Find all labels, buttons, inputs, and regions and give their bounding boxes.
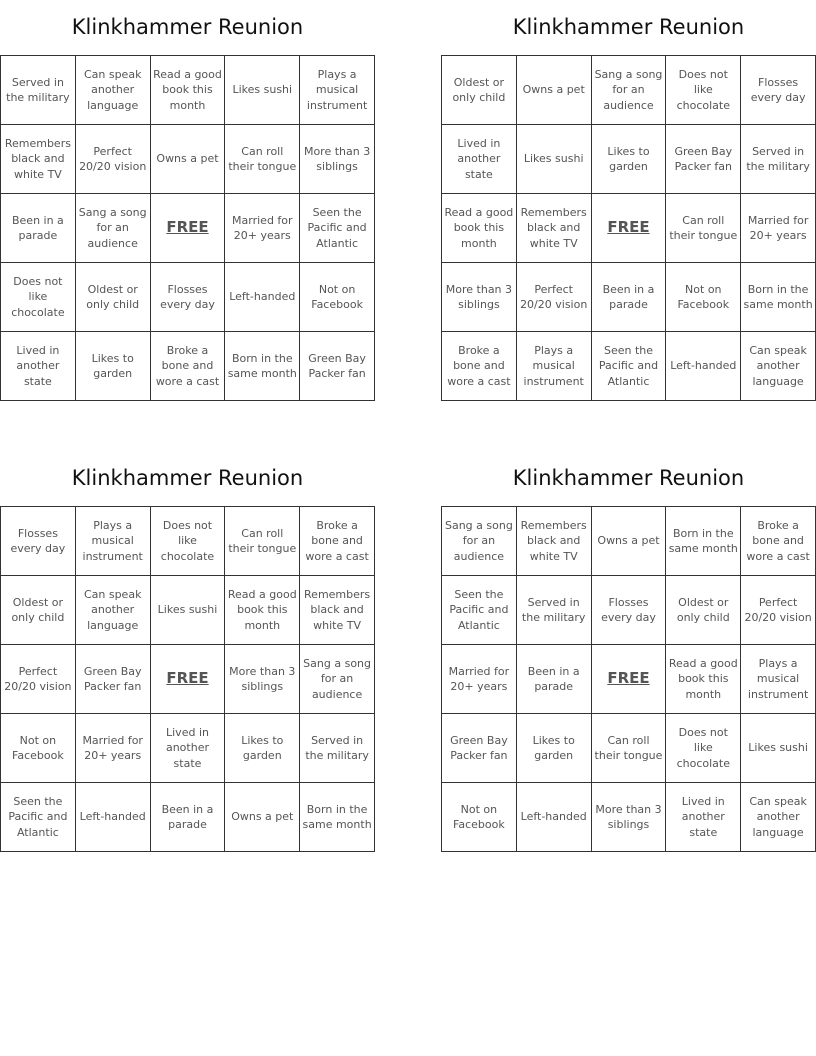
bingo-cell: Can speak another language [75, 56, 150, 125]
bingo-grid [0, 55, 375, 401]
bingo-cell: Sang a song for an audience [75, 194, 150, 263]
bingo-cell: Served in the military [741, 125, 816, 194]
bingo-cell: Been in a parade [1, 194, 76, 263]
grid-row [442, 576, 816, 645]
bingo-cell: Can speak another language [75, 576, 150, 645]
bingo-cell: Likes to garden [225, 714, 300, 783]
bingo-grid [441, 506, 816, 852]
bingo-cell: Married for 20+ years [442, 645, 517, 714]
bingo-cell: Not on Facebook [442, 783, 517, 852]
grid-row [1, 332, 375, 401]
bingo-card-3 [0, 451, 375, 852]
bingo-cell: Can roll their tongue [225, 125, 300, 194]
bingo-cell: Can speak another language [741, 332, 816, 401]
bingo-cell: Can roll their tongue [225, 507, 300, 576]
bingo-cell: Seen the Pacific and Atlantic [591, 332, 666, 401]
bingo-cell: Oldest or only child [75, 263, 150, 332]
free-space: FREE [591, 194, 666, 263]
bingo-cell: Owns a pet [516, 56, 591, 125]
bingo-cell: Seen the Pacific and Atlantic [442, 576, 517, 645]
bingo-cell: Not on Facebook [666, 263, 741, 332]
grid-row [1, 645, 375, 714]
bingo-cell: Broke a bone and wore a cast [741, 507, 816, 576]
bingo-cell: Remembers black and white TV [300, 576, 375, 645]
grid-row [1, 263, 375, 332]
grid-row [442, 56, 816, 125]
bingo-cell: Left-handed [666, 332, 741, 401]
bingo-cell: Not on Facebook [300, 263, 375, 332]
free-space: FREE [591, 645, 666, 714]
bingo-grid [441, 55, 816, 401]
bingo-cell: Likes to garden [516, 714, 591, 783]
bingo-cell: Lived in another state [666, 783, 741, 852]
bingo-cell: Oldest or only child [666, 576, 741, 645]
bingo-cell: Can speak another language [741, 783, 816, 852]
grid-row [1, 56, 375, 125]
bingo-cell: Likes to garden [75, 332, 150, 401]
bingo-cell: Likes sushi [225, 56, 300, 125]
bingo-card-4 [441, 451, 816, 852]
grid-row [442, 263, 816, 332]
bingo-cell: Been in a parade [591, 263, 666, 332]
bingo-cell: Can roll their tongue [591, 714, 666, 783]
bingo-cell: Plays a musical instrument [516, 332, 591, 401]
bingo-cell: Remembers black and white TV [516, 507, 591, 576]
bingo-cell: Remembers black and white TV [516, 194, 591, 263]
bingo-cell: Left-handed [75, 783, 150, 852]
bingo-cell: Perfect 20/20 vision [516, 263, 591, 332]
grid-row [1, 783, 375, 852]
bingo-cell: Been in a parade [516, 645, 591, 714]
bingo-cell: Broke a bone and wore a cast [300, 507, 375, 576]
bingo-cell: Perfect 20/20 vision [75, 125, 150, 194]
bingo-cell: Does not like chocolate [1, 263, 76, 332]
bingo-cell: Likes to garden [591, 125, 666, 194]
bingo-cell: Flosses every day [591, 576, 666, 645]
bingo-cell: More than 3 siblings [225, 645, 300, 714]
bingo-card-1 [0, 0, 375, 401]
bingo-cell: Read a good book this month [442, 194, 517, 263]
bingo-cell: Likes sushi [741, 714, 816, 783]
bingo-cell: Born in the same month [741, 263, 816, 332]
bingo-cell: Remembers black and white TV [1, 125, 76, 194]
bingo-cell: Plays a musical instrument [75, 507, 150, 576]
bingo-cell: Flosses every day [1, 507, 76, 576]
card-title: Klinkhammer Reunion [71, 15, 304, 39]
bingo-cell: Read a good book this month [150, 56, 225, 125]
bingo-cell: Green Bay Packer fan [666, 125, 741, 194]
grid-row [1, 507, 375, 576]
bingo-cell: Perfect 20/20 vision [741, 576, 816, 645]
bingo-cell: Flosses every day [150, 263, 225, 332]
bingo-cell: Plays a musical instrument [300, 56, 375, 125]
bingo-cell: Married for 20+ years [225, 194, 300, 263]
bingo-cell: Born in the same month [300, 783, 375, 852]
bingo-cell: Green Bay Packer fan [300, 332, 375, 401]
card-title: Klinkhammer Reunion [512, 15, 745, 39]
bingo-cell: Served in the military [300, 714, 375, 783]
bingo-cell: Sang a song for an audience [591, 56, 666, 125]
bingo-cell: Does not like chocolate [666, 714, 741, 783]
bingo-cell: Read a good book this month [666, 645, 741, 714]
bingo-cell: Been in a parade [150, 783, 225, 852]
bingo-cell: Broke a bone and wore a cast [150, 332, 225, 401]
bingo-cell: More than 3 siblings [591, 783, 666, 852]
grid-row [442, 332, 816, 401]
bingo-cell: Flosses every day [741, 56, 816, 125]
bingo-cell: Born in the same month [225, 332, 300, 401]
bingo-cell: Seen the Pacific and Atlantic [300, 194, 375, 263]
bingo-cell: Oldest or only child [442, 56, 517, 125]
bingo-cell: Lived in another state [442, 125, 517, 194]
bingo-cell: Perfect 20/20 vision [1, 645, 76, 714]
bingo-cell: Plays a musical instrument [741, 645, 816, 714]
bingo-cell: Served in the military [516, 576, 591, 645]
grid-row [442, 714, 816, 783]
grid-row [442, 125, 816, 194]
bingo-cell: Owns a pet [591, 507, 666, 576]
bingo-card-2 [441, 0, 816, 401]
bingo-cell: Left-handed [225, 263, 300, 332]
bingo-cell: Likes sushi [516, 125, 591, 194]
grid-row [442, 507, 816, 576]
bingo-cell: Can roll their tongue [666, 194, 741, 263]
bingo-cell: Does not like chocolate [150, 507, 225, 576]
grid-row [1, 194, 375, 263]
bingo-cell: More than 3 siblings [300, 125, 375, 194]
bingo-cell: Broke a bone and wore a cast [442, 332, 517, 401]
bingo-cell: Does not like chocolate [666, 56, 741, 125]
bingo-cell: Not on Facebook [1, 714, 76, 783]
bingo-cell: Married for 20+ years [741, 194, 816, 263]
grid-row [1, 576, 375, 645]
bingo-grid [0, 506, 375, 852]
bingo-cell: Sang a song for an audience [300, 645, 375, 714]
bingo-cell: Born in the same month [666, 507, 741, 576]
bingo-cell: Green Bay Packer fan [75, 645, 150, 714]
bingo-cell: Owns a pet [150, 125, 225, 194]
free-space: FREE [150, 194, 225, 263]
bingo-cell: More than 3 siblings [442, 263, 517, 332]
bingo-cell: Lived in another state [1, 332, 76, 401]
grid-row [442, 194, 816, 263]
bingo-cell: Left-handed [516, 783, 591, 852]
grid-row [442, 645, 816, 714]
free-space: FREE [150, 645, 225, 714]
grid-row [442, 783, 816, 852]
bingo-cell: Likes sushi [150, 576, 225, 645]
bingo-cell: Married for 20+ years [75, 714, 150, 783]
bingo-cell: Owns a pet [225, 783, 300, 852]
card-title: Klinkhammer Reunion [71, 466, 304, 490]
bingo-cell: Lived in another state [150, 714, 225, 783]
grid-row [1, 714, 375, 783]
bingo-cell: Read a good book this month [225, 576, 300, 645]
bingo-cell: Seen the Pacific and Atlantic [1, 783, 76, 852]
grid-row [1, 125, 375, 194]
bingo-cell: Sang a song for an audience [442, 507, 517, 576]
bingo-cell: Green Bay Packer fan [442, 714, 517, 783]
bingo-cell: Served in the military [1, 56, 76, 125]
bingo-cell: Oldest or only child [1, 576, 76, 645]
card-title: Klinkhammer Reunion [512, 466, 745, 490]
